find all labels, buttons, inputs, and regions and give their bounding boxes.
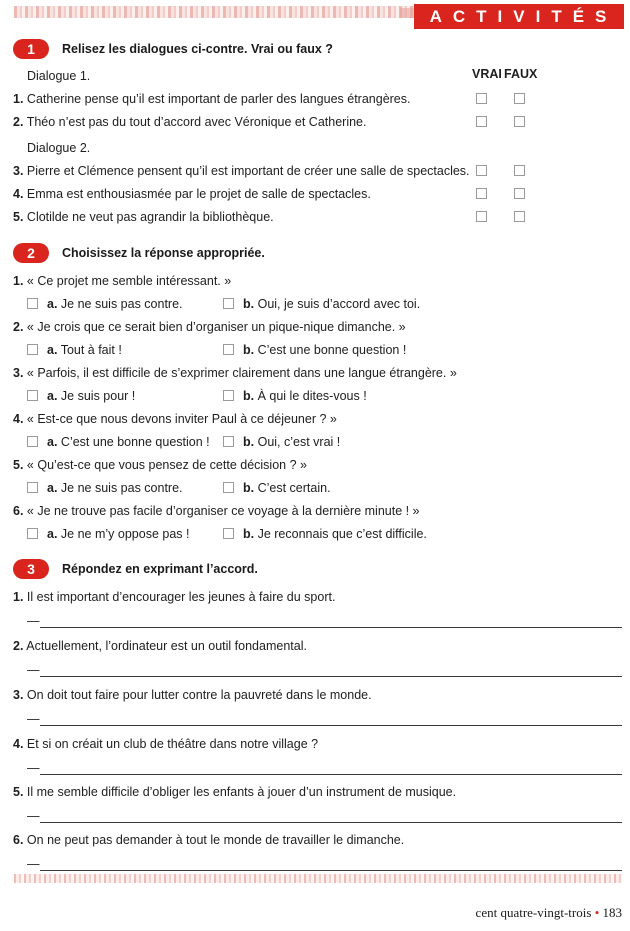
ex3-prompt: 2. Actuellement, l’ordinateur est un outil fondamental. — [13, 639, 307, 653]
ex1-item-5-faux-checkbox[interactable] — [514, 211, 525, 222]
dialogue-2-heading: Dialogue 2. — [27, 141, 91, 155]
exercise-1-header — [13, 39, 333, 59]
activites-banner: ACTIVITÉS — [414, 4, 624, 29]
ex2-q5-option-b[interactable]: b. C’est certain. — [223, 481, 331, 495]
ex2-question: 6. « Je ne trouve pas facile d’organiser ce voyage à la dernière minute ! » — [13, 504, 420, 518]
ex2-q4-option-b[interactable]: b. Oui, c’est vrai ! — [223, 435, 340, 449]
ex3-answer-line-4[interactable] — [40, 774, 622, 775]
ex1-item-2-vrai-checkbox[interactable] — [476, 116, 487, 127]
ex1-item: 1. Catherine pense qu’il est important de parler des langues étrangères. — [13, 92, 411, 106]
ex3-answer-line-1[interactable] — [40, 627, 622, 628]
checkbox-icon[interactable] — [223, 344, 234, 355]
column-vrai: VRAI — [472, 67, 502, 81]
footer-bullet: • — [594, 905, 600, 920]
ex1-item-5-vrai-checkbox[interactable] — [476, 211, 487, 222]
exercise-2-instruction: Choisissez la réponse appropriée. — [62, 246, 265, 260]
checkbox-icon[interactable] — [27, 344, 38, 355]
ex2-q1-option-a[interactable]: a. Je ne suis pas contre. — [27, 297, 183, 311]
ex3-answer-line-5[interactable] — [40, 822, 622, 823]
checkbox-icon[interactable] — [223, 390, 234, 401]
exercise-1-badge: 1 — [13, 39, 49, 59]
ex2-q2-option-a[interactable]: a. Tout à fait ! — [27, 343, 122, 357]
ex1-item-2-faux-checkbox[interactable] — [514, 116, 525, 127]
answer-dash: — — [27, 761, 40, 775]
checkbox-icon[interactable] — [223, 298, 234, 309]
ex2-q5-option-a[interactable]: a. Je ne suis pas contre. — [27, 481, 183, 495]
ex1-item: 2. Théo n’est pas du tout d’accord avec Véronique et Catherine. — [13, 115, 367, 129]
exercise-3-header — [13, 559, 258, 579]
ex1-item-3-vrai-checkbox[interactable] — [476, 165, 487, 176]
ex2-question: 3. « Parfois, il est difficile de s’exprimer clairement dans une langue étrangère. » — [13, 366, 457, 380]
answer-dash: — — [27, 614, 40, 628]
ex2-q2-option-b[interactable]: b. C’est une bonne question ! — [223, 343, 406, 357]
page-number-words: cent quatre-vingt-trois — [475, 905, 592, 920]
ex1-item: 4. Emma est enthousiasmée par le projet de salle de spectacles. — [13, 187, 371, 201]
ex2-q3-option-a[interactable]: a. Je suis pour ! — [27, 389, 135, 403]
checkbox-icon[interactable] — [27, 390, 38, 401]
ex1-item-3-faux-checkbox[interactable] — [514, 165, 525, 176]
exercise-2-header — [13, 243, 265, 263]
header-decorative-band — [14, 6, 414, 18]
checkbox-icon[interactable] — [27, 298, 38, 309]
ex1-item: 3. Pierre et Clémence pensent qu’il est important de créer une salle de spectacles. — [13, 164, 470, 178]
ex3-answer-line-2[interactable] — [40, 676, 622, 677]
checkbox-icon[interactable] — [223, 528, 234, 539]
exercise-3-instruction: Répondez en exprimant l’accord. — [62, 562, 258, 576]
answer-dash: — — [27, 857, 40, 871]
column-faux: FAUX — [504, 67, 538, 81]
answer-dash: — — [27, 663, 40, 677]
footer-decorative-band — [14, 874, 622, 883]
ex2-q6-option-a[interactable]: a. Je ne m’y oppose pas ! — [27, 527, 189, 541]
checkbox-icon[interactable] — [223, 436, 234, 447]
exercise-1-instruction: Relisez les dialogues ci-contre. Vrai ou faux ? — [62, 42, 333, 56]
ex3-answer-line-3[interactable] — [40, 725, 622, 726]
ex2-question: 5. « Qu’est-ce que vous pensez de cette décision ? » — [13, 458, 307, 472]
page-number: 183 — [602, 905, 622, 920]
ex2-q3-option-b[interactable]: b. À qui le dites-vous ! — [223, 389, 367, 403]
ex2-question: 4. « Est-ce que nous devons inviter Paul à ce déjeuner ? » — [13, 412, 337, 426]
header-decorative-band-end — [400, 8, 414, 18]
ex3-prompt: 6. On ne peut pas demander à tout le monde de travailler le dimanche. — [13, 833, 405, 847]
ex1-item-1-faux-checkbox[interactable] — [514, 93, 525, 104]
checkbox-icon[interactable] — [27, 482, 38, 493]
ex2-question: 2. « Je crois que ce serait bien d’organiser un pique-nique dimanche. » — [13, 320, 406, 334]
ex2-q4-option-a[interactable]: a. C’est une bonne question ! — [27, 435, 210, 449]
page-footer — [476, 905, 622, 921]
ex3-answer-line-6[interactable] — [40, 870, 622, 871]
answer-dash: — — [27, 712, 40, 726]
ex3-prompt: 4. Et si on créait un club de théâtre dans notre village ? — [13, 737, 319, 751]
exercise-3-badge: 3 — [13, 559, 49, 579]
answer-dash: — — [27, 809, 40, 823]
checkbox-icon[interactable] — [27, 528, 38, 539]
ex3-prompt: 5. Il me semble difficile d’obliger les enfants à jouer d’un instrument de musique. — [13, 785, 457, 799]
exercise-2-badge: 2 — [13, 243, 49, 263]
ex1-item-1-vrai-checkbox[interactable] — [476, 93, 487, 104]
ex1-item-4-faux-checkbox[interactable] — [514, 188, 525, 199]
checkbox-icon[interactable] — [223, 482, 234, 493]
checkbox-icon[interactable] — [27, 436, 38, 447]
ex2-q6-option-b[interactable]: b. Je reconnais que c’est difficile. — [223, 527, 427, 541]
ex2-question: 1. « Ce projet me semble intéressant. » — [13, 274, 232, 288]
ex2-q1-option-b[interactable]: b. Oui, je suis d’accord avec toi. — [223, 297, 420, 311]
ex1-item-4-vrai-checkbox[interactable] — [476, 188, 487, 199]
ex3-prompt: 1. Il est important d’encourager les jeunes à faire du sport. — [13, 590, 336, 604]
ex3-prompt: 3. On doit tout faire pour lutter contre la pauvreté dans le monde. — [13, 688, 372, 702]
ex1-item: 5. Clotilde ne veut pas agrandir la bibliothèque. — [13, 210, 274, 224]
dialogue-1-heading: Dialogue 1. — [27, 69, 91, 83]
